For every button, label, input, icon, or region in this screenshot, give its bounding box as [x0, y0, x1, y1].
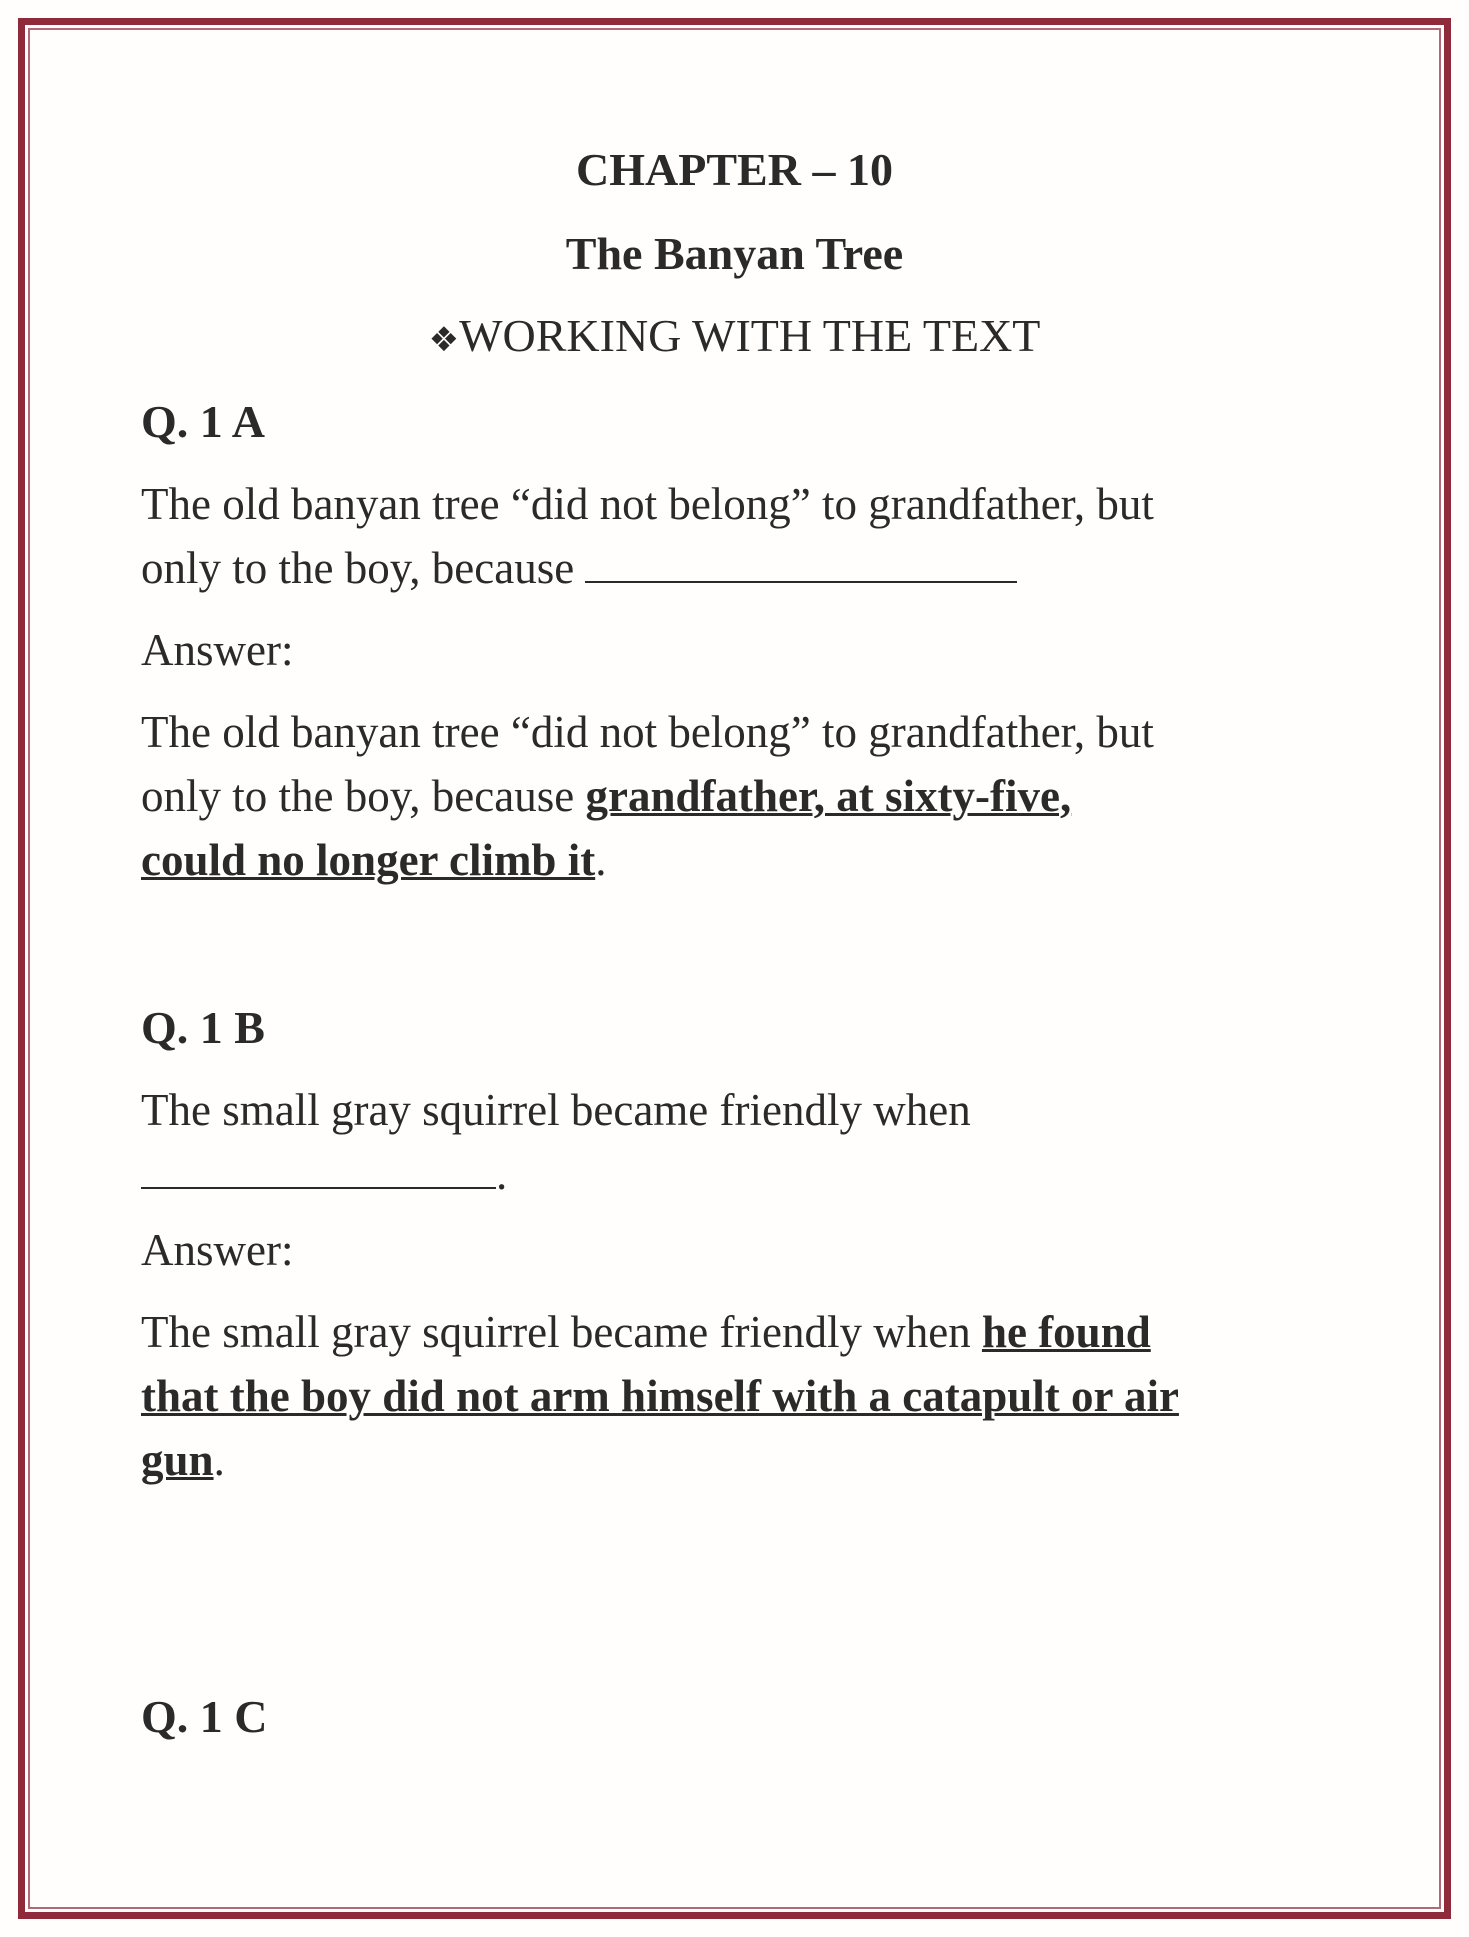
diamond-bullet-icon: ❖ [428, 320, 460, 360]
question-prompt: The old banyan tree “did not belong” to grandfather, but only to the boy, because [141, 479, 1154, 593]
question-1b [141, 996, 1341, 1492]
chapter-title: The Banyan Tree [565, 228, 904, 279]
section-heading: ❖WORKING WITH THE TEXT [428, 310, 1041, 361]
answer-label: Answer: [141, 1225, 294, 1275]
question-label: Q. 1 B [141, 1002, 265, 1053]
question-prompt: The small gray squirrel became friendly when . [141, 1085, 971, 1199]
answer-text: The old banyan tree “did not belong” to grandfather, but only to the boy, because grandfather, at sixty-five, could no longer climb it. [141, 707, 1154, 885]
answer-blank [141, 1147, 496, 1189]
answer-blank [585, 541, 1017, 583]
question-label: Q. 1 A [141, 396, 265, 447]
question-1c [141, 1685, 1341, 1749]
question-label: Q. 1 C [141, 1691, 268, 1742]
chapter-heading: CHAPTER – 10 [576, 144, 893, 195]
answer-label: Answer: [141, 625, 294, 675]
question-1a [141, 390, 1341, 892]
answer-text: The small gray squirrel became friendly when he found that the boy did not arm himself with a catapult or air gun. [141, 1307, 1179, 1485]
